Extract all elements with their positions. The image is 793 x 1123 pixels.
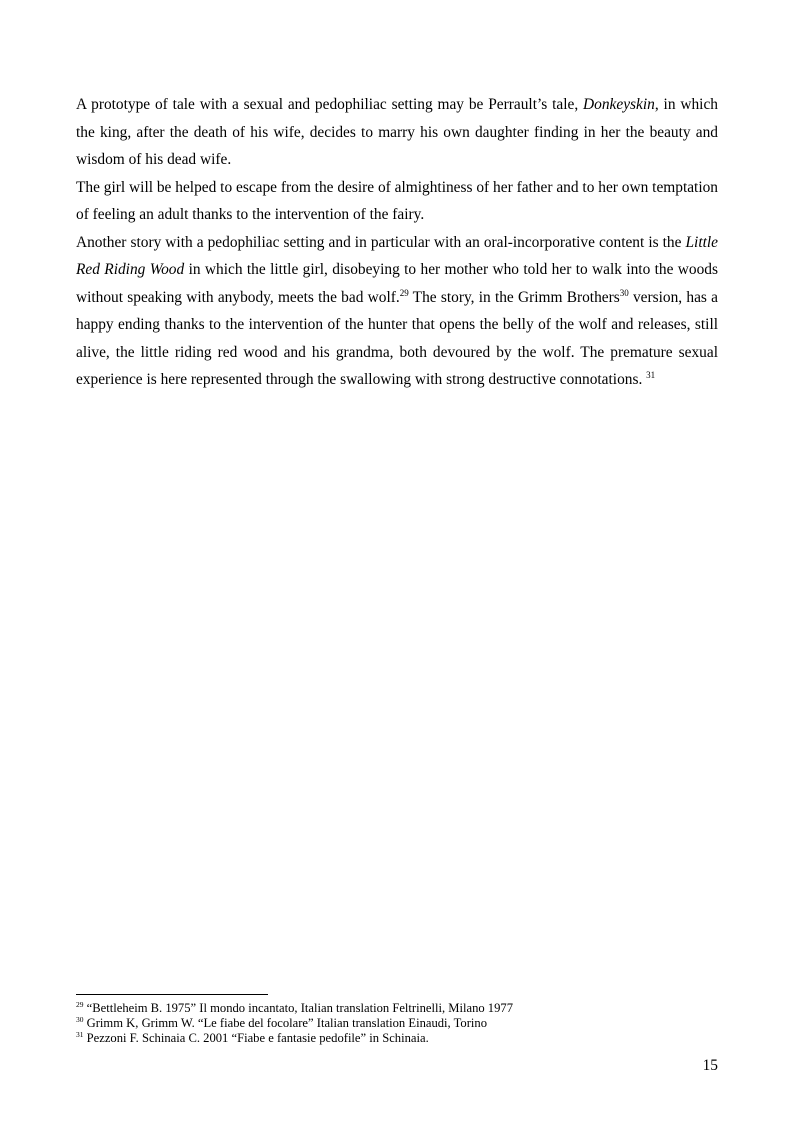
paragraph-text: in which the little girl, disobeying to her mother who told her to walk into the woods without speaking with anybody, meets the bad wolf.	[76, 261, 718, 306]
footnote-text: “Bettleheim B. 1975” Il mondo incantato, Italian translation Feltrinelli, Milano 1977	[83, 1001, 513, 1015]
footnote-number: 29	[76, 1000, 84, 1009]
paragraph-text: The girl will be helped to escape from the desire of almightiness of her father and to her own temptation of feeling an adult thanks to the intervention of the fairy.	[76, 178, 718, 223]
footnote-29	[76, 1001, 718, 1016]
footnote-31	[76, 1031, 718, 1046]
paragraph-text: , in which the king, after the death of his wife, decides to marry his own daughter finding in her the beauty and wisdom of his dead wife.	[76, 96, 718, 168]
paragraph-text: The story, in the Grimm Brothers	[408, 288, 620, 306]
footnote-ref-31[interactable]: 31	[646, 370, 656, 380]
title-donkeyskin: Donkeyskin	[583, 96, 655, 113]
paragraph-red-riding	[76, 229, 718, 394]
footnotes	[76, 1001, 718, 1046]
paragraph-text: Another story with a pedophiliac setting and in particular with an oral-incorporative content is the	[76, 233, 686, 251]
paragraph-text: version, has a happy ending thanks to the intervention of the hunter that opens the belly of the wolf and releases, still alive, the little riding red wood and his grandma, both devoured by the wolf. The premature sexual experience is here represented through the swallowing with strong destructive connotations.	[76, 288, 718, 388]
footnote-number: 30	[76, 1015, 84, 1024]
paragraph-donkeyskin	[76, 91, 718, 174]
footnote-text: Grimm K, Grimm W. “Le fiabe del focolare” Italian translation Einaudi, Torino	[83, 1016, 488, 1030]
body-text	[76, 91, 718, 394]
paragraph-fairy	[76, 174, 718, 229]
title-little-red-riding-wood: Little Red Riding Wood	[76, 233, 718, 278]
footnote-text: Pezzoni F. Schinaia C. 2001 “Fiabe e fantasie pedofile” in Schinaia.	[83, 1031, 429, 1045]
paragraph-text: A prototype of tale with a sexual and pedophiliac setting may be Perrault’s tale,	[76, 96, 584, 113]
footnote-separator	[76, 994, 268, 995]
footnote-ref-30[interactable]: 30	[619, 287, 629, 298]
footnote-ref-29[interactable]: 29	[399, 287, 409, 298]
footnote-30	[76, 1016, 718, 1031]
footnote-number: 31	[76, 1030, 84, 1039]
page-number: 15	[702, 1057, 718, 1074]
